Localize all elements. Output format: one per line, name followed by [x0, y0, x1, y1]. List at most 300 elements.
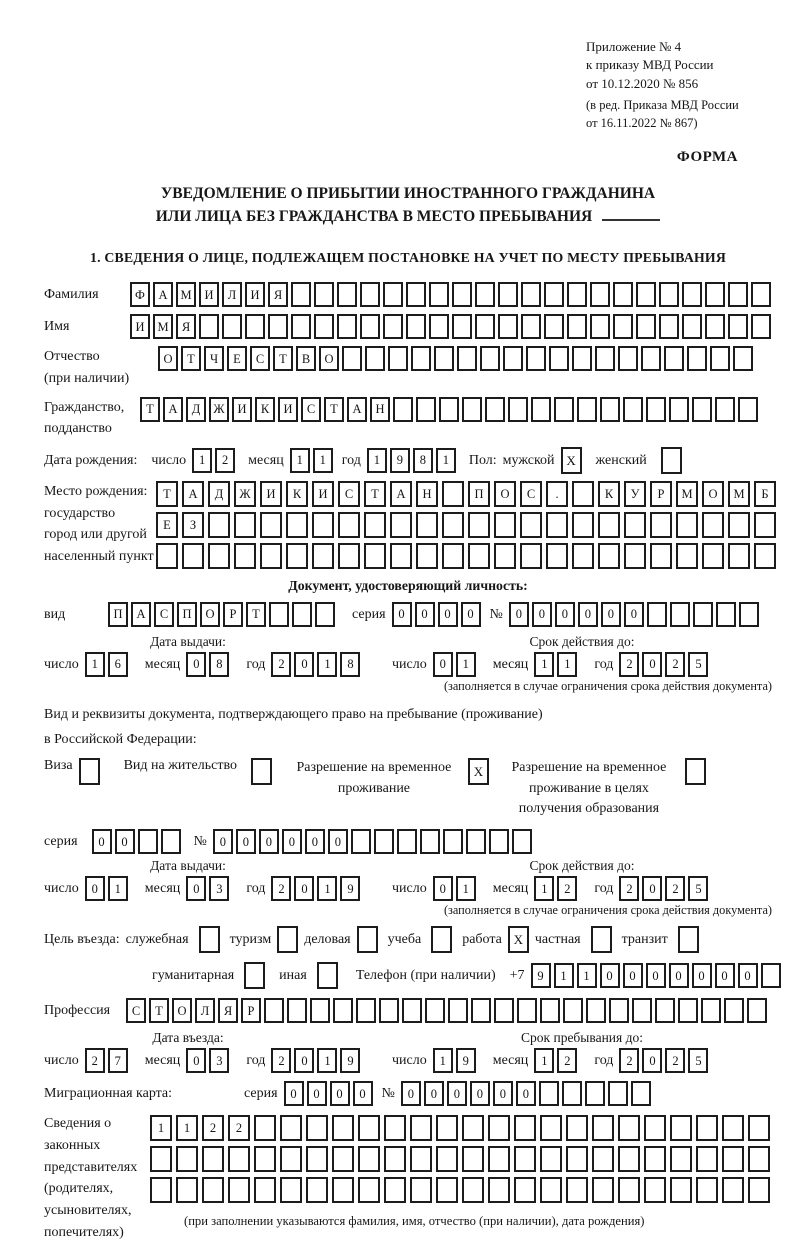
- char-cell[interactable]: П: [468, 481, 490, 507]
- char-cell[interactable]: И: [278, 397, 298, 422]
- char-cell[interactable]: [332, 1177, 354, 1203]
- char-cell[interactable]: [306, 1177, 328, 1203]
- char-cell[interactable]: [234, 543, 256, 569]
- char-cell[interactable]: [292, 602, 312, 627]
- char-cell[interactable]: [269, 602, 289, 627]
- char-cell[interactable]: 0: [294, 1048, 314, 1073]
- char-cell[interactable]: [337, 314, 357, 339]
- char-cell[interactable]: Р: [650, 481, 672, 507]
- char-cell[interactable]: [374, 829, 394, 854]
- char-cell[interactable]: Т: [156, 481, 178, 507]
- char-cell[interactable]: [748, 1146, 770, 1172]
- char-cell[interactable]: [402, 998, 422, 1023]
- char-cell[interactable]: 2: [665, 652, 685, 677]
- char-cell[interactable]: Р: [241, 998, 261, 1023]
- char-cell[interactable]: 0: [642, 652, 662, 677]
- char-cell[interactable]: [503, 346, 523, 371]
- char-cell[interactable]: [747, 998, 767, 1023]
- char-cell[interactable]: 1: [85, 652, 105, 677]
- char-cell[interactable]: [508, 397, 528, 422]
- char-cell[interactable]: [655, 998, 675, 1023]
- char-cell[interactable]: 1: [108, 876, 128, 901]
- char-cell[interactable]: [650, 512, 672, 538]
- gender-female-checkbox[interactable]: [661, 447, 682, 474]
- char-cell[interactable]: [722, 1177, 744, 1203]
- char-cell[interactable]: 2: [619, 876, 639, 901]
- char-cell[interactable]: Е: [227, 346, 247, 371]
- char-cell[interactable]: [379, 998, 399, 1023]
- char-cell[interactable]: [676, 512, 698, 538]
- char-cell[interactable]: К: [598, 481, 620, 507]
- char-cell[interactable]: 2: [619, 652, 639, 677]
- char-cell[interactable]: 1: [192, 448, 212, 473]
- char-cell[interactable]: Б: [754, 481, 776, 507]
- char-cell[interactable]: 0: [259, 829, 279, 854]
- char-cell[interactable]: 1: [176, 1115, 198, 1141]
- char-cell[interactable]: [618, 346, 638, 371]
- char-cell[interactable]: 9: [390, 448, 410, 473]
- char-cell[interactable]: 0: [738, 963, 758, 988]
- char-cell[interactable]: [410, 1146, 432, 1172]
- char-cell[interactable]: [475, 314, 495, 339]
- char-cell[interactable]: 0: [236, 829, 256, 854]
- char-cell[interactable]: [384, 1146, 406, 1172]
- char-cell[interactable]: [420, 829, 440, 854]
- char-cell[interactable]: [222, 314, 242, 339]
- char-cell[interactable]: [598, 543, 620, 569]
- char-cell[interactable]: [442, 543, 464, 569]
- char-cell[interactable]: [632, 998, 652, 1023]
- char-cell[interactable]: [544, 282, 564, 307]
- char-cell[interactable]: [696, 1115, 718, 1141]
- char-cell[interactable]: И: [260, 481, 282, 507]
- char-cell[interactable]: 0: [282, 829, 302, 854]
- char-cell[interactable]: О: [200, 602, 220, 627]
- char-cell[interactable]: [514, 1177, 536, 1203]
- char-cell[interactable]: [659, 282, 679, 307]
- char-cell[interactable]: [646, 397, 666, 422]
- char-cell[interactable]: Р: [223, 602, 243, 627]
- char-cell[interactable]: [182, 543, 204, 569]
- char-cell[interactable]: [291, 282, 311, 307]
- char-cell[interactable]: [613, 314, 633, 339]
- char-cell[interactable]: [314, 282, 334, 307]
- char-cell[interactable]: [592, 1177, 614, 1203]
- char-cell[interactable]: [710, 346, 730, 371]
- char-cell[interactable]: [705, 314, 725, 339]
- char-cell[interactable]: С: [154, 602, 174, 627]
- char-cell[interactable]: [312, 543, 334, 569]
- char-cell[interactable]: [260, 543, 282, 569]
- char-cell[interactable]: [676, 543, 698, 569]
- char-cell[interactable]: [436, 1115, 458, 1141]
- char-cell[interactable]: 1: [317, 1048, 337, 1073]
- char-cell[interactable]: 5: [688, 876, 708, 901]
- char-cell[interactable]: 0: [601, 602, 621, 627]
- char-cell[interactable]: 2: [665, 876, 685, 901]
- char-cell[interactable]: [512, 829, 532, 854]
- char-cell[interactable]: [751, 314, 771, 339]
- char-cell[interactable]: [416, 543, 438, 569]
- char-cell[interactable]: [693, 602, 713, 627]
- char-cell[interactable]: [356, 998, 376, 1023]
- char-cell[interactable]: [644, 1146, 666, 1172]
- char-cell[interactable]: 0: [85, 876, 105, 901]
- char-cell[interactable]: 0: [642, 1048, 662, 1073]
- char-cell[interactable]: 1: [150, 1115, 172, 1141]
- char-cell[interactable]: [286, 512, 308, 538]
- char-cell[interactable]: [462, 1115, 484, 1141]
- char-cell[interactable]: 0: [433, 876, 453, 901]
- char-cell[interactable]: Л: [195, 998, 215, 1023]
- char-cell[interactable]: [722, 1115, 744, 1141]
- char-cell[interactable]: Л: [222, 282, 242, 307]
- char-cell[interactable]: [572, 512, 594, 538]
- char-cell[interactable]: [521, 282, 541, 307]
- char-cell[interactable]: Я: [218, 998, 238, 1023]
- char-cell[interactable]: 0: [532, 602, 552, 627]
- char-cell[interactable]: [199, 314, 219, 339]
- char-cell[interactable]: [728, 543, 750, 569]
- char-cell[interactable]: [176, 1177, 198, 1203]
- char-cell[interactable]: 8: [340, 652, 360, 677]
- char-cell[interactable]: [468, 543, 490, 569]
- char-cell[interactable]: [549, 346, 569, 371]
- char-cell[interactable]: [315, 602, 335, 627]
- char-cell[interactable]: Д: [208, 481, 230, 507]
- char-cell[interactable]: [234, 512, 256, 538]
- char-cell[interactable]: [598, 512, 620, 538]
- char-cell[interactable]: [306, 1146, 328, 1172]
- char-cell[interactable]: [475, 282, 495, 307]
- char-cell[interactable]: [647, 602, 667, 627]
- char-cell[interactable]: [254, 1177, 276, 1203]
- char-cell[interactable]: [410, 1115, 432, 1141]
- char-cell[interactable]: М: [153, 314, 173, 339]
- char-cell[interactable]: [748, 1177, 770, 1203]
- char-cell[interactable]: 2: [271, 1048, 291, 1073]
- char-cell[interactable]: М: [676, 481, 698, 507]
- char-cell[interactable]: [728, 314, 748, 339]
- char-cell[interactable]: [312, 512, 334, 538]
- purpose-transit-checkbox[interactable]: [678, 926, 699, 953]
- char-cell[interactable]: Я: [176, 314, 196, 339]
- char-cell[interactable]: [364, 543, 386, 569]
- char-cell[interactable]: 0: [642, 876, 662, 901]
- char-cell[interactable]: [480, 346, 500, 371]
- char-cell[interactable]: [310, 998, 330, 1023]
- char-cell[interactable]: [360, 282, 380, 307]
- option-visa-checkbox[interactable]: [79, 758, 100, 785]
- char-cell[interactable]: [514, 1146, 536, 1172]
- char-cell[interactable]: [208, 543, 230, 569]
- char-cell[interactable]: [572, 481, 594, 507]
- purpose-business-checkbox[interactable]: [357, 926, 378, 953]
- char-cell[interactable]: [202, 1177, 224, 1203]
- char-cell[interactable]: [280, 1146, 302, 1172]
- char-cell[interactable]: [670, 1115, 692, 1141]
- char-cell[interactable]: [358, 1146, 380, 1172]
- char-cell[interactable]: [448, 998, 468, 1023]
- char-cell[interactable]: Ж: [209, 397, 229, 422]
- char-cell[interactable]: [669, 397, 689, 422]
- char-cell[interactable]: [659, 314, 679, 339]
- char-cell[interactable]: 0: [294, 876, 314, 901]
- option-temp-residence-checkbox[interactable]: X: [468, 758, 489, 785]
- char-cell[interactable]: А: [131, 602, 151, 627]
- char-cell[interactable]: И: [232, 397, 252, 422]
- char-cell[interactable]: 0: [186, 876, 206, 901]
- char-cell[interactable]: [488, 1115, 510, 1141]
- char-cell[interactable]: [608, 1081, 628, 1106]
- char-cell[interactable]: [390, 512, 412, 538]
- char-cell[interactable]: А: [153, 282, 173, 307]
- char-cell[interactable]: [466, 829, 486, 854]
- char-cell[interactable]: [733, 346, 753, 371]
- char-cell[interactable]: [678, 998, 698, 1023]
- char-cell[interactable]: [228, 1177, 250, 1203]
- char-cell[interactable]: 2: [665, 1048, 685, 1073]
- char-cell[interactable]: [485, 397, 505, 422]
- char-cell[interactable]: [696, 1177, 718, 1203]
- char-cell[interactable]: 0: [578, 602, 598, 627]
- char-cell[interactable]: 2: [85, 1048, 105, 1073]
- char-cell[interactable]: [566, 1177, 588, 1203]
- char-cell[interactable]: 5: [688, 1048, 708, 1073]
- char-cell[interactable]: [514, 1115, 536, 1141]
- char-cell[interactable]: [462, 1177, 484, 1203]
- purpose-study-checkbox[interactable]: [431, 926, 452, 953]
- char-cell[interactable]: [358, 1115, 380, 1141]
- char-cell[interactable]: Я: [268, 282, 288, 307]
- char-cell[interactable]: И: [245, 282, 265, 307]
- char-cell[interactable]: 0: [213, 829, 233, 854]
- char-cell[interactable]: [332, 1146, 354, 1172]
- char-cell[interactable]: [592, 1115, 614, 1141]
- char-cell[interactable]: [494, 543, 516, 569]
- char-cell[interactable]: 0: [433, 652, 453, 677]
- char-cell[interactable]: С: [250, 346, 270, 371]
- char-cell[interactable]: [754, 543, 776, 569]
- char-cell[interactable]: [751, 282, 771, 307]
- char-cell[interactable]: [754, 512, 776, 538]
- char-cell[interactable]: [636, 314, 656, 339]
- char-cell[interactable]: Т: [140, 397, 160, 422]
- char-cell[interactable]: [715, 397, 735, 422]
- char-cell[interactable]: [540, 1115, 562, 1141]
- char-cell[interactable]: [338, 512, 360, 538]
- char-cell[interactable]: А: [347, 397, 367, 422]
- char-cell[interactable]: 0: [692, 963, 712, 988]
- char-cell[interactable]: [692, 397, 712, 422]
- char-cell[interactable]: [360, 314, 380, 339]
- char-cell[interactable]: 1: [557, 652, 577, 677]
- char-cell[interactable]: [342, 346, 362, 371]
- char-cell[interactable]: 2: [228, 1115, 250, 1141]
- char-cell[interactable]: [264, 998, 284, 1023]
- char-cell[interactable]: [416, 512, 438, 538]
- char-cell[interactable]: [287, 998, 307, 1023]
- char-cell[interactable]: [280, 1177, 302, 1203]
- char-cell[interactable]: [397, 829, 417, 854]
- char-cell[interactable]: О: [172, 998, 192, 1023]
- char-cell[interactable]: О: [158, 346, 178, 371]
- char-cell[interactable]: [631, 1081, 651, 1106]
- char-cell[interactable]: [641, 346, 661, 371]
- char-cell[interactable]: [425, 998, 445, 1023]
- char-cell[interactable]: [494, 998, 514, 1023]
- char-cell[interactable]: [644, 1177, 666, 1203]
- char-cell[interactable]: [531, 397, 551, 422]
- char-cell[interactable]: [176, 1146, 198, 1172]
- char-cell[interactable]: [517, 998, 537, 1023]
- char-cell[interactable]: 3: [209, 876, 229, 901]
- char-cell[interactable]: [738, 397, 758, 422]
- char-cell[interactable]: [728, 512, 750, 538]
- char-cell[interactable]: [462, 397, 482, 422]
- char-cell[interactable]: А: [390, 481, 412, 507]
- char-cell[interactable]: Т: [246, 602, 266, 627]
- purpose-official-checkbox[interactable]: [199, 926, 220, 953]
- char-cell[interactable]: 0: [186, 1048, 206, 1073]
- char-cell[interactable]: [260, 512, 282, 538]
- char-cell[interactable]: [314, 314, 334, 339]
- char-cell[interactable]: И: [312, 481, 334, 507]
- purpose-work-checkbox[interactable]: X: [508, 926, 529, 953]
- char-cell[interactable]: М: [176, 282, 196, 307]
- char-cell[interactable]: [383, 314, 403, 339]
- char-cell[interactable]: [333, 998, 353, 1023]
- char-cell[interactable]: [268, 314, 288, 339]
- char-cell[interactable]: 0: [328, 829, 348, 854]
- char-cell[interactable]: 0: [438, 602, 458, 627]
- char-cell[interactable]: [624, 543, 646, 569]
- char-cell[interactable]: А: [182, 481, 204, 507]
- char-cell[interactable]: [563, 998, 583, 1023]
- char-cell[interactable]: 5: [688, 652, 708, 677]
- char-cell[interactable]: [468, 512, 490, 538]
- char-cell[interactable]: У: [624, 481, 646, 507]
- char-cell[interactable]: [585, 1081, 605, 1106]
- char-cell[interactable]: [351, 829, 371, 854]
- char-cell[interactable]: 0: [516, 1081, 536, 1106]
- char-cell[interactable]: [286, 543, 308, 569]
- char-cell[interactable]: [682, 314, 702, 339]
- char-cell[interactable]: 2: [215, 448, 235, 473]
- char-cell[interactable]: 0: [305, 829, 325, 854]
- char-cell[interactable]: П: [177, 602, 197, 627]
- char-cell[interactable]: [670, 602, 690, 627]
- char-cell[interactable]: [590, 314, 610, 339]
- char-cell[interactable]: [670, 1177, 692, 1203]
- char-cell[interactable]: [618, 1115, 640, 1141]
- char-cell[interactable]: Ж: [234, 481, 256, 507]
- char-cell[interactable]: Ч: [204, 346, 224, 371]
- char-cell[interactable]: [436, 1146, 458, 1172]
- char-cell[interactable]: [696, 1146, 718, 1172]
- char-cell[interactable]: 2: [557, 876, 577, 901]
- char-cell[interactable]: [624, 512, 646, 538]
- char-cell[interactable]: [540, 998, 560, 1023]
- char-cell[interactable]: [761, 963, 781, 988]
- char-cell[interactable]: [562, 1081, 582, 1106]
- char-cell[interactable]: [539, 1081, 559, 1106]
- char-cell[interactable]: 8: [209, 652, 229, 677]
- char-cell[interactable]: [567, 282, 587, 307]
- option-temp-residence-edu-checkbox[interactable]: [685, 758, 706, 785]
- char-cell[interactable]: [358, 1177, 380, 1203]
- char-cell[interactable]: [687, 346, 707, 371]
- char-cell[interactable]: 7: [108, 1048, 128, 1073]
- char-cell[interactable]: [429, 282, 449, 307]
- char-cell[interactable]: 0: [415, 602, 435, 627]
- char-cell[interactable]: 0: [600, 963, 620, 988]
- char-cell[interactable]: 0: [424, 1081, 444, 1106]
- char-cell[interactable]: Е: [156, 512, 178, 538]
- char-cell[interactable]: 1: [290, 448, 310, 473]
- char-cell[interactable]: [702, 543, 724, 569]
- char-cell[interactable]: [739, 602, 759, 627]
- char-cell[interactable]: 1: [436, 448, 456, 473]
- char-cell[interactable]: С: [126, 998, 146, 1023]
- char-cell[interactable]: О: [319, 346, 339, 371]
- char-cell[interactable]: [498, 282, 518, 307]
- char-cell[interactable]: [572, 346, 592, 371]
- char-cell[interactable]: [546, 543, 568, 569]
- char-cell[interactable]: [716, 602, 736, 627]
- char-cell[interactable]: [364, 512, 386, 538]
- char-cell[interactable]: Т: [324, 397, 344, 422]
- char-cell[interactable]: 0: [447, 1081, 467, 1106]
- char-cell[interactable]: [338, 543, 360, 569]
- char-cell[interactable]: [202, 1146, 224, 1172]
- char-cell[interactable]: К: [286, 481, 308, 507]
- char-cell[interactable]: 0: [461, 602, 481, 627]
- char-cell[interactable]: [384, 1177, 406, 1203]
- char-cell[interactable]: [520, 512, 542, 538]
- char-cell[interactable]: [544, 314, 564, 339]
- char-cell[interactable]: 1: [433, 1048, 453, 1073]
- char-cell[interactable]: [411, 346, 431, 371]
- char-cell[interactable]: [595, 346, 615, 371]
- gender-male-checkbox[interactable]: X: [561, 447, 582, 474]
- char-cell[interactable]: [489, 829, 509, 854]
- char-cell[interactable]: 1: [317, 876, 337, 901]
- char-cell[interactable]: [393, 397, 413, 422]
- char-cell[interactable]: [705, 282, 725, 307]
- char-cell[interactable]: 2: [557, 1048, 577, 1073]
- char-cell[interactable]: [337, 282, 357, 307]
- char-cell[interactable]: Д: [186, 397, 206, 422]
- char-cell[interactable]: 1: [554, 963, 574, 988]
- char-cell[interactable]: 0: [307, 1081, 327, 1106]
- char-cell[interactable]: Н: [370, 397, 390, 422]
- char-cell[interactable]: [332, 1115, 354, 1141]
- char-cell[interactable]: С: [338, 481, 360, 507]
- char-cell[interactable]: С: [520, 481, 542, 507]
- char-cell[interactable]: [623, 397, 643, 422]
- char-cell[interactable]: М: [728, 481, 750, 507]
- char-cell[interactable]: [722, 1146, 744, 1172]
- char-cell[interactable]: [429, 314, 449, 339]
- purpose-other-checkbox[interactable]: [317, 962, 338, 989]
- char-cell[interactable]: [161, 829, 181, 854]
- char-cell[interactable]: [521, 314, 541, 339]
- char-cell[interactable]: 1: [534, 876, 554, 901]
- char-cell[interactable]: 1: [577, 963, 597, 988]
- char-cell[interactable]: [406, 282, 426, 307]
- char-cell[interactable]: [138, 829, 158, 854]
